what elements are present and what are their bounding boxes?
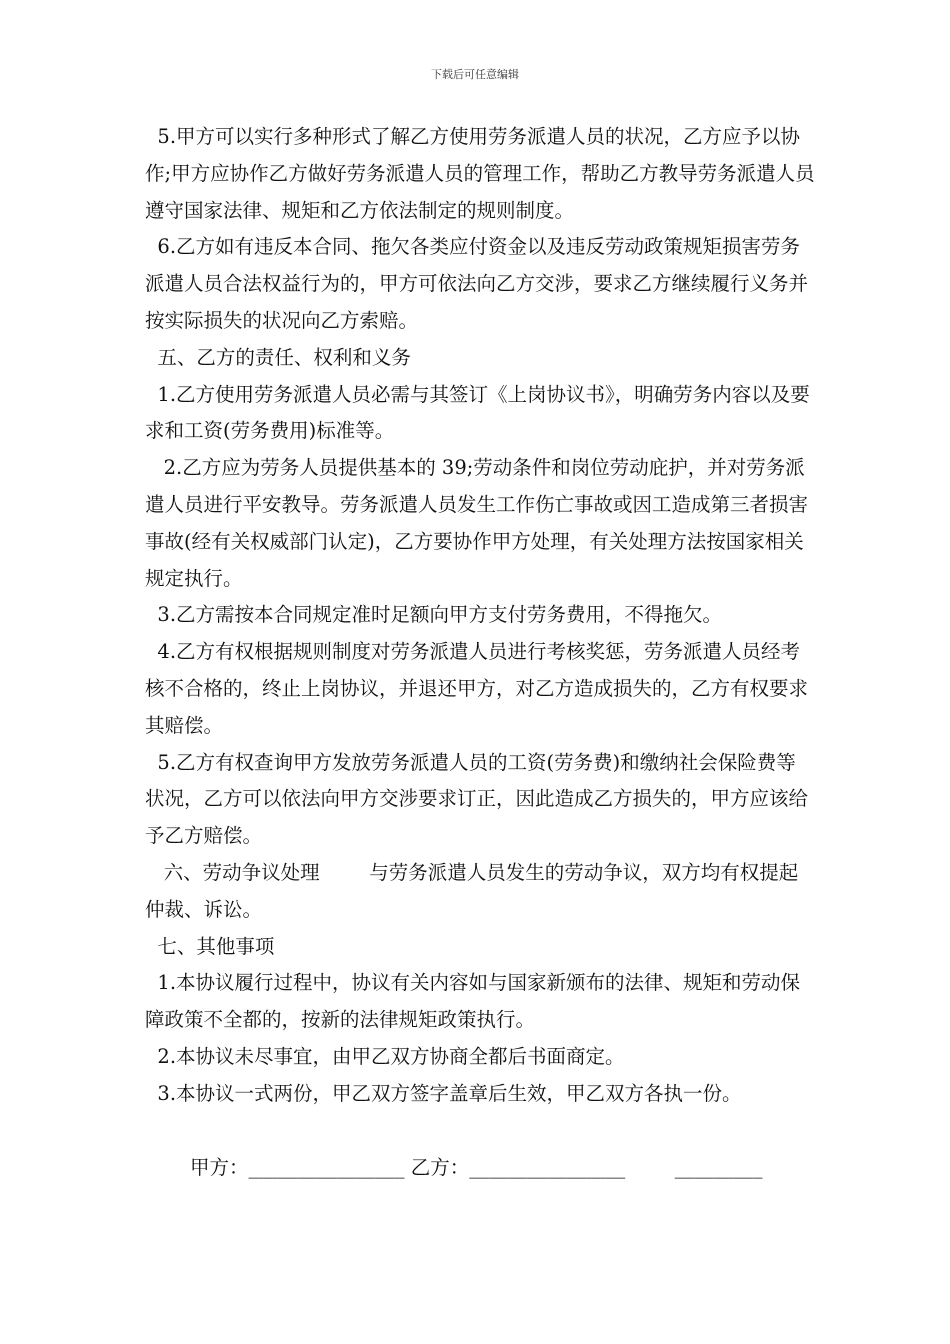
paragraph: 2.本协议未尽事宜，由甲乙双方协商全都后书面商定。 [145,1044,625,1068]
paragraph: 3.乙方需按本合同规定准时足额向甲方支付劳务费用，不得拖欠。 [145,603,723,627]
paragraph: 2.乙方应为劳务人员提供基本的 39;劳动条件和岗位劳动庇护，并对劳务派遣人员进行平安教导。劳务派遣人员发生工作伤亡事故或因工造成第三者损害事故(经有关权威部门认定)，乙方要协作甲方处理，有关处理方法按国家相关规定执行。 [145,456,809,590]
paragraph: 5.甲方可以实行多种形式了解乙方使用劳务派遣人员的状况，乙方应予以协作;甲方应协作乙方做好劳务派遣人员的管理工作，帮助乙方教导劳务派遣人员遵守国家法律、规矩和乙方依法制定的规则制度。 [145,125,815,222]
paragraph: 3.本协议一式两份，甲乙双方签字盖章后生效，甲乙双方各执一份。 [145,1081,742,1105]
paragraph: 1.本协议履行过程中，协议有关内容如与国家新颁布的法律、规矩和劳动保障政策不全都的，按新的法律规矩政策执行。 [145,971,801,1032]
section-heading: 六、劳动争议处理 与劳务派遣人员发生的劳动争议，双方均有权提起仲裁、诉讼。 [145,860,799,921]
section-heading: 七、其他事项 [145,934,275,958]
paragraph: 4.乙方有权根据规则制度对劳务派遣人员进行考核奖惩，劳务派遣人员经考核不合格的，终止上岗协议，并退还甲方，对乙方造成损失的，乙方有权要求其赔偿。 [145,640,809,737]
section-heading: 五、乙方的责任、权利和义务 [145,345,411,369]
paragraph: 6.乙方如有违反本合同、拖欠各类应付资金以及违反劳动政策规矩损害劳务派遣人员合法权益行为的，甲方可依法向乙方交涉，要求乙方继续履行义务并按实际损失的状况向乙方索赔。 [145,235,809,332]
page-header: 下载后可任意编辑 [431,68,519,81]
signature-line: 甲方：________________ 乙方：________________ _________ [190,1156,763,1179]
paragraph: 5.乙方有权查询甲方发放劳务派遣人员的工资(劳务费)和缴纳社会保险费等状况，乙方可以依法向甲方交涉要求订正，因此造成乙方损失的，甲方应该给予乙方赔偿。 [145,750,809,848]
document-body [145,119,815,1113]
paragraph: 1.乙方使用劳务派遣人员必需与其签订《上岗协议书》，明确劳务内容以及要求和工资(劳务费用)标准等。 [145,382,810,443]
